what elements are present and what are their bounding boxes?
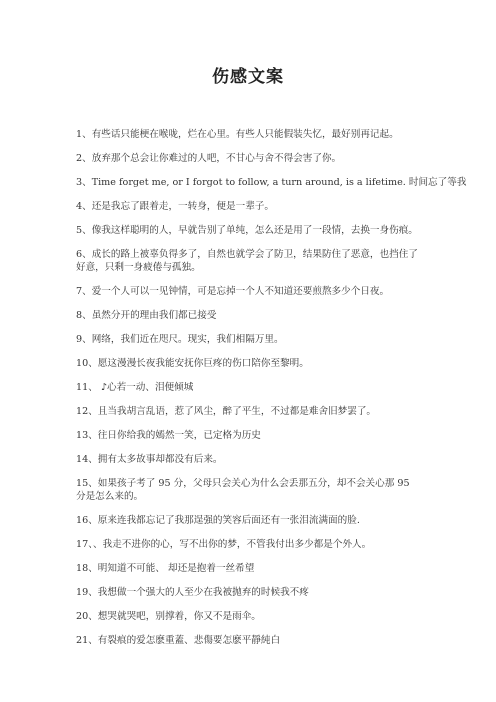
list-item: 13、往日你给我的嫣然一笑，已定格为历史 xyxy=(76,430,261,441)
list-item: 8、虽然分开的理由我们都已接受 xyxy=(76,310,217,321)
list-item: 17、、我走不进你的心，写不出你的梦，不管我付出多少都是个外人。 xyxy=(76,539,372,550)
list-item: 11、 ♪心若一动、泪便倾城 xyxy=(76,382,194,393)
list-item: 7、爱一个人可以一见钟情，可是忘掉一个人不知道还要煎熬多少个日夜。 xyxy=(76,286,390,297)
list-item: 12、且当我胡言乱语，惹了风尘，醉了平生，不过都是难舍旧梦罢了。 xyxy=(76,406,377,417)
quote-list xyxy=(76,128,467,658)
list-item: 15、如果孩子考了 95 分，父母只会关心为什么会丢那五分，却不会关心那 95 分是怎么来的。 xyxy=(76,478,410,502)
list-item: 3、Time forget me, or I forgot to follow, a turn around, is a lifetime. 时间忘了等我 xyxy=(76,177,467,188)
list-item: 5、像我这样聪明的人，早就告别了单纯，怎么还是用了一段情，去换一身伤痕。 xyxy=(76,225,418,236)
list-item: 4、还是我忘了跟着走，一转身，便是一辈子。 xyxy=(76,201,274,212)
list-item: 2、放弃那个总会让你难过的人吧，不甘心与舍不得会害了你。 xyxy=(76,153,342,164)
list-item: 20、想哭就哭吧，别撑着，你又不是雨伞。 xyxy=(76,611,261,622)
list-item: 10、愿这漫漫长夜我能安抚你巨疼的伤口陪你至黎明。 xyxy=(76,358,309,369)
page-title: 伤感文案 xyxy=(212,67,284,87)
list-item: 21、有裂痕的爱怎麽重蓋、悲傷要怎麽平靜純白 xyxy=(76,635,281,646)
list-item: 14、拥有太多故事却都没有后来。 xyxy=(76,454,223,465)
list-item: 9、网络，我们近在咫尺。现实，我们相隔万里。 xyxy=(76,334,284,345)
list-item: 16、原来连我都忘记了我那逞强的笑容后面还有一张泪流满面的脸. xyxy=(76,515,360,526)
list-item: 1、有些话只能梗在喉咙，烂在心里。有些人只能假装失忆，最好别再记起。 xyxy=(76,129,399,140)
list-item: 19、我想做一个强大的人至少在我被抛弃的时候我不疼 xyxy=(76,587,309,598)
list-item: 6、成长的路上被辜负得多了，自然也就学会了防卫，结果防住了恶意，也挡住了好意，只剩一身疲倦与孤独。 xyxy=(76,249,418,273)
list-item: 18、明知道不可能、 却还是抱着一丝希望 xyxy=(76,563,255,574)
